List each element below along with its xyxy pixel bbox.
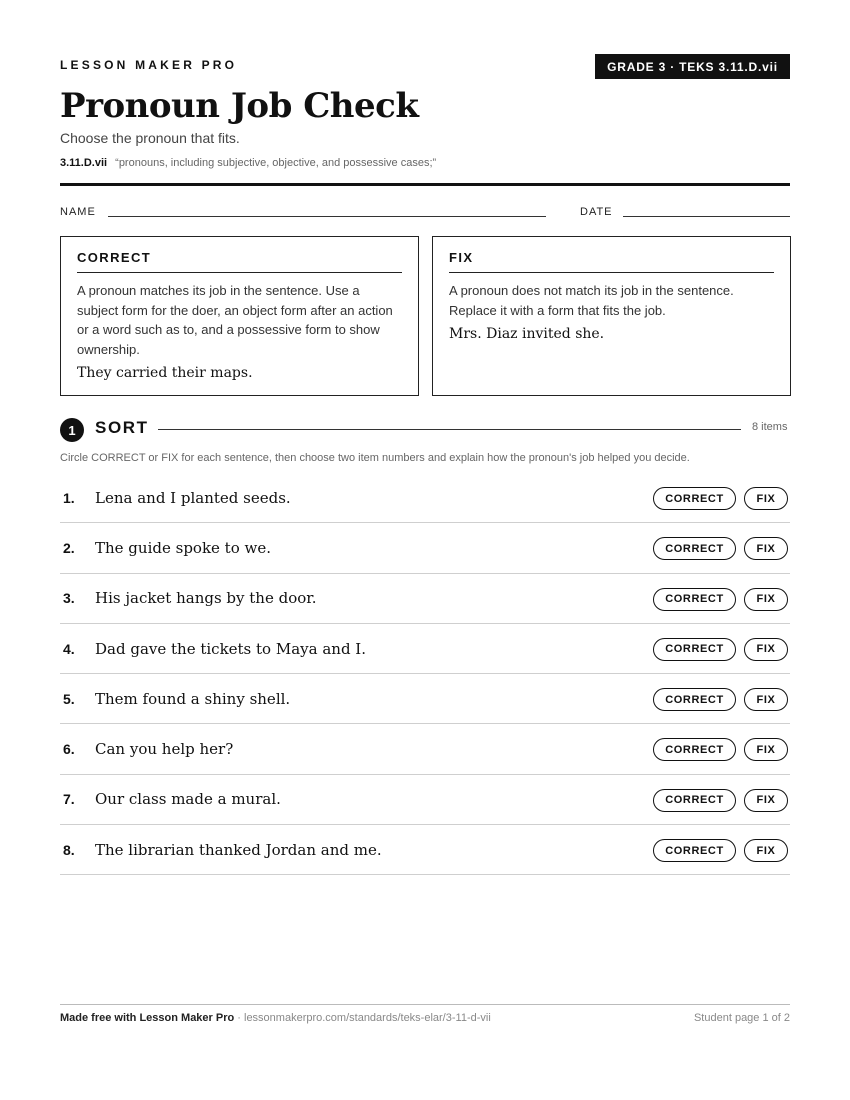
sentence-list (60, 473, 790, 875)
section-instructions: Circle CORRECT or FIX for each sentence, then choose two item numbers and explain how the pronoun's job helped you decide. (60, 452, 690, 464)
item-sentence: Dad gave the tickets to Maya and I. (95, 639, 367, 658)
list-item (60, 624, 790, 674)
footer-url[interactable]: · lessonmakerpro.com/standards/teks-elar/3-11-d-vii (234, 1012, 491, 1024)
list-item (60, 724, 790, 774)
section-number-badge: 1 (60, 418, 84, 442)
list-item (60, 574, 790, 624)
footer-page-number: Student page 1 of 2 (693, 1012, 790, 1024)
correct-option[interactable]: CORRECT (653, 588, 736, 611)
fix-option[interactable]: FIX (744, 537, 788, 560)
footer-made-with: Made free with Lesson Maker Pro (60, 1012, 235, 1024)
correct-option[interactable]: CORRECT (653, 537, 736, 560)
worksheet-subtitle: Choose the pronoun that fits. (60, 130, 240, 146)
item-number: 1. (63, 489, 75, 506)
brand-name: LESSON MAKER PRO (60, 58, 238, 72)
standard-reference (60, 157, 436, 169)
list-item (60, 473, 790, 523)
fix-option[interactable]: FIX (744, 789, 788, 812)
footer-credit (60, 1012, 491, 1024)
item-sentence: Lena and I planted seeds. (95, 488, 291, 507)
item-number: 7. (63, 791, 75, 808)
section-title: SORT (95, 418, 149, 437)
correct-option[interactable]: CORRECT (653, 789, 736, 812)
fix-option[interactable]: FIX (744, 738, 788, 761)
worksheet-title: Pronoun Job Check (60, 86, 419, 126)
item-number: 3. (63, 590, 75, 607)
item-sentence: Them found a shiny shell. (95, 689, 291, 708)
correct-box-example: They carried their maps. (77, 365, 253, 381)
item-sentence: Can you help her? (95, 740, 234, 759)
fix-box-heading: FIX (449, 250, 774, 273)
item-count: 8 items (752, 421, 788, 433)
list-item (60, 775, 790, 825)
item-sentence: The librarian thanked Jordan and me. (95, 840, 382, 859)
fix-box-description: A pronoun does not match its job in the sentence. Replace it with a form that fits the job. (449, 283, 734, 318)
fix-option[interactable]: FIX (744, 487, 788, 510)
fix-box-example: Mrs. Diaz invited she. (449, 326, 605, 342)
item-number: 8. (63, 841, 75, 858)
correct-option[interactable]: CORRECT (653, 738, 736, 761)
date-field[interactable] (623, 216, 790, 217)
correct-box-heading: CORRECT (77, 250, 402, 273)
correct-option[interactable]: CORRECT (653, 487, 736, 510)
fix-option[interactable]: FIX (744, 638, 788, 661)
fix-option[interactable]: FIX (744, 588, 788, 611)
standard-text: “pronouns, including subjective, objective, and possessive cases;” (115, 157, 437, 169)
item-number: 2. (63, 539, 75, 556)
fix-option[interactable]: FIX (744, 688, 788, 711)
name-field[interactable] (108, 216, 546, 217)
correct-definition-box (60, 236, 419, 396)
name-label: NAME (60, 206, 96, 218)
fix-definition-box (432, 236, 791, 396)
correct-box-description: A pronoun matches its job in the sentence. Use a subject form for the doer, an object form after an action or a word such as to, and a possessive form to show ownership. (77, 283, 393, 357)
item-number: 5. (63, 690, 75, 707)
fix-option[interactable]: FIX (744, 839, 788, 862)
list-item (60, 674, 790, 724)
item-sentence: The guide spoke to we. (95, 538, 271, 557)
list-item (60, 825, 790, 875)
standard-code: 3.11.D.vii (60, 157, 108, 169)
correct-option[interactable]: CORRECT (653, 839, 736, 862)
date-label: DATE (580, 206, 613, 218)
item-sentence: His jacket hangs by the door. (95, 589, 317, 608)
list-item (60, 523, 790, 573)
correct-option[interactable]: CORRECT (653, 638, 736, 661)
grade-badge: GRADE 3 · TEKS 3.11.D.vii (595, 54, 790, 79)
item-number: 6. (63, 741, 75, 758)
item-number: 4. (63, 640, 75, 657)
correct-option[interactable]: CORRECT (653, 688, 736, 711)
item-sentence: Our class made a mural. (95, 790, 281, 809)
footer-divider (60, 1004, 790, 1005)
section-divider (158, 429, 741, 430)
header-divider (60, 183, 790, 186)
